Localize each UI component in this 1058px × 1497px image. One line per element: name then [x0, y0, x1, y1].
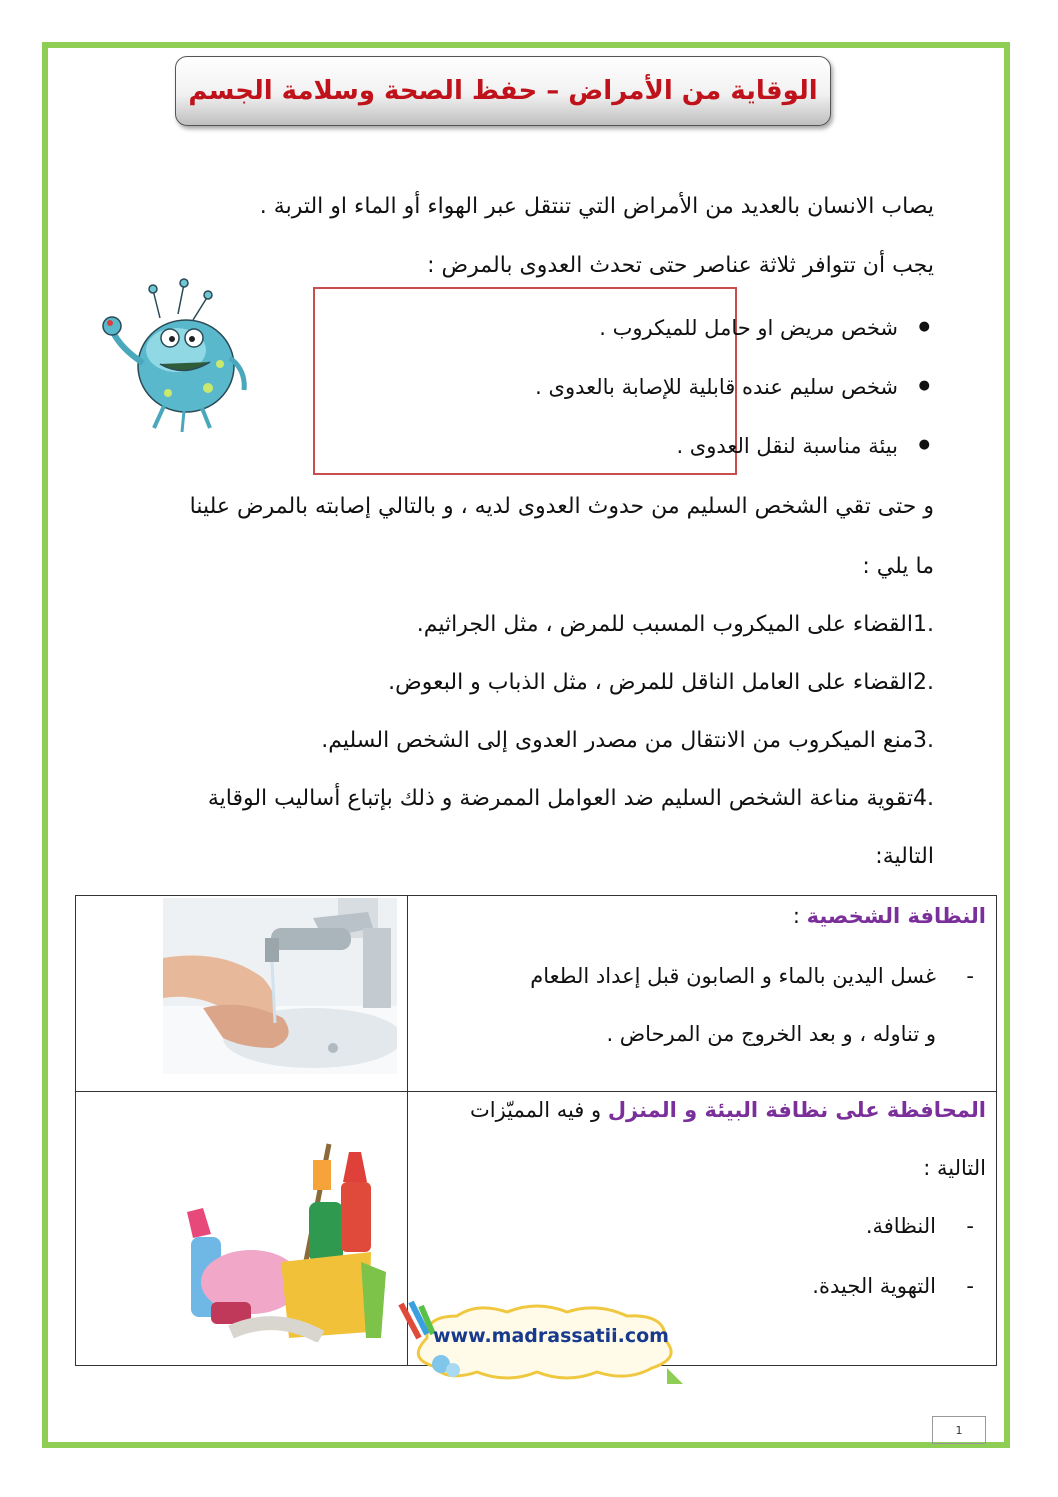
step-tail: التالية:: [875, 844, 934, 869]
step-item: .2القضاء على العامل الناقل للمرض ، مثل الذباب و البعوض.: [388, 670, 934, 695]
image-cell: [76, 896, 408, 1092]
handwashing-photo: [163, 898, 397, 1074]
hygiene-item: - غسل اليدين بالماء و الصابون قبل إعداد الطعام: [530, 964, 936, 988]
environment-item: - التهوية الجيدة.: [812, 1274, 936, 1298]
personal-hygiene-heading: النظافة الشخصية: [806, 904, 986, 928]
heading-colon: :: [792, 904, 807, 928]
watermark: [397, 1298, 687, 1384]
environment-heading: المحافظة على نظافة البيئة و المنزل: [607, 1098, 986, 1122]
paragraph-line-2: ما يلي :: [862, 554, 934, 579]
condition-item: شخص سليم عنده قابلية للإصابة بالعدوى . ●: [535, 375, 898, 400]
intro-line-1: يصاب الانسان بالعديد من الأمراض التي تنتقل عبر الهواء أو الماء او التربة .: [259, 194, 934, 219]
step-item: .1القضاء على الميكروب المسبب للمرض ، مثل الجراثيم.: [416, 612, 934, 637]
condition-item: شخص مريض او حامل للميكروب . ●: [599, 316, 898, 341]
hygiene-item-continuation: و تناوله ، و بعد الخروج من المرحاض .: [606, 1022, 936, 1046]
intro-line-2: يجب أن تتوافر ثلاثة عناصر حتى تحدث العدوى بالمرض :: [427, 253, 934, 278]
environment-item: - النظافة.: [866, 1214, 936, 1238]
step-item: .4تقوية مناعة الشخص السليم ضد العوامل الممرضة و ذلك بإتباع أساليب الوقاية: [207, 786, 934, 811]
paragraph-line-1: و حتى تقي الشخص السليم من حدوث العدوى لديه ، و بالتالي إصابته بالمرض علينا: [189, 494, 934, 519]
germ-illustration: [98, 278, 256, 436]
step-item: .3منع الميكروب من الانتقال من مصدر العدوى إلى الشخص السليم.: [321, 728, 934, 753]
environment-heading-suffix: و فيه المميّزات: [469, 1098, 608, 1122]
environment-heading-continuation: التالية :: [923, 1156, 986, 1180]
title-banner: [175, 56, 831, 126]
personal-hygiene-cell: [408, 896, 997, 1092]
watermark-url[interactable]: www.madrassatii.com: [433, 1325, 669, 1347]
cleaning-supplies-photo: [181, 1142, 391, 1342]
prevention-table: [75, 895, 997, 1366]
page-number: 1: [932, 1416, 986, 1444]
image-cell: [76, 1092, 408, 1366]
condition-item: بيئة مناسبة لنقل العدوى . ●: [676, 434, 898, 459]
page-title: الوقاية من الأمراض – حفظ الصحة وسلامة الجسم: [188, 76, 818, 106]
